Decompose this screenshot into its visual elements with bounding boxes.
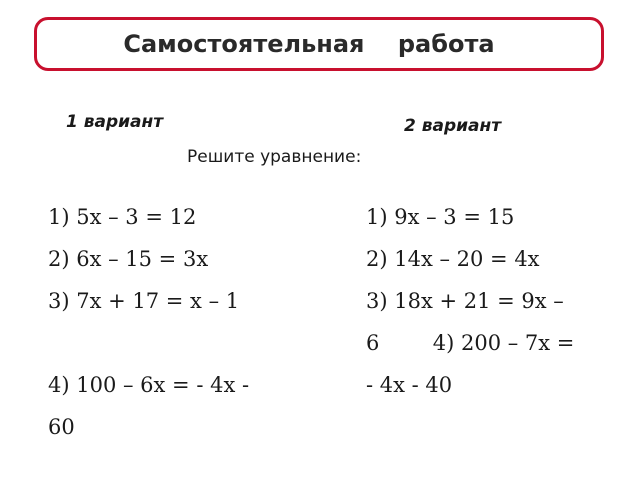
- variant-2-equations: [366, 196, 611, 406]
- variant-1-equation-1: 1) 5x – 3 = 12: [48, 205, 197, 229]
- instruction-text: Решите уравнение:: [187, 147, 362, 167]
- variant-2-equation-3-line-2: 6 4) 200 – 7x =: [366, 331, 575, 355]
- variant-1-equation-4-line-1: 4) 100 – 6x = - 4x -: [48, 373, 250, 397]
- variant-1-equation-4-line-2: 60: [48, 415, 75, 439]
- variant-1-spacer: [48, 322, 308, 364]
- variant-2-label: 2 вариант: [404, 116, 502, 136]
- variant-2-equation-3-line-1: 3) 18x + 21 = 9x –: [366, 289, 564, 313]
- variant-1-equation-2: 2) 6x – 15 = 3x: [48, 247, 209, 271]
- title-box: [34, 17, 604, 71]
- page-title: Самостоятельная работа: [123, 30, 495, 58]
- variant-1-equation-3: 3) 7x + 17 = x – 1: [48, 289, 240, 313]
- variant-1-label: 1 вариант: [66, 112, 164, 132]
- variant-2-equation-2: 2) 14x – 20 = 4x: [366, 247, 540, 271]
- variant-2-equation-4-line-2: - 4x - 40: [366, 373, 453, 397]
- variant-2-equation-1: 1) 9x – 3 = 15: [366, 205, 515, 229]
- variant-1-equations: [48, 196, 308, 448]
